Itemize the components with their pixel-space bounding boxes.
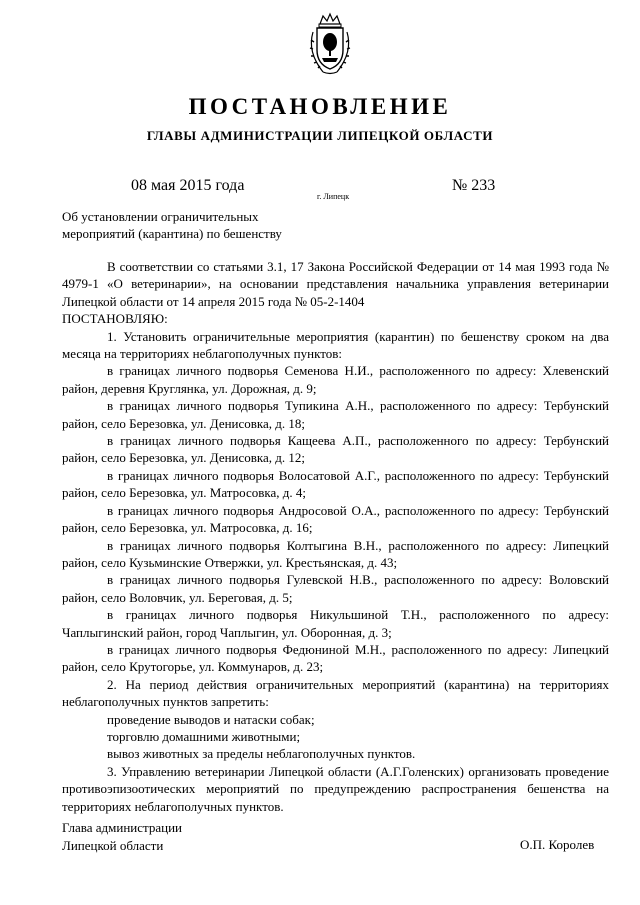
document-subject (62, 208, 282, 242)
coat-of-arms-emblem (303, 12, 357, 76)
location-item: в границах личного подворья Волосатовой А.Г., расположенного по адресу: Тербунский район, село Березовка, ул. Матросовка, д. 4; (62, 467, 609, 501)
prohibition-item: проведение выводов и натаски собак; (107, 711, 315, 727)
item-2-paragraph: 2. На период действия ограничительных мероприятий (карантина) на территориях неблагополучных пунктов запретить: (62, 676, 609, 710)
item-3-paragraph: 3. Управлению ветеринарии Липецкой области (А.Г.Голенских) организовать проведение противоэпизоотических мероприятий по предупреждению распространения бешенства на территориях неблагополучных пунктов. (62, 763, 609, 814)
issuer-title: ГЛАВЫ АДМИНИСТРАЦИИ ЛИПЕЦКОЙ ОБЛАСТИ (146, 128, 494, 143)
signatory-name: О.П. Королев (520, 837, 595, 852)
location-item: в границах личного подворья Федюниной М.Н., расположенного по адресу: Липецкий район, село Крутогорье, ул. Коммунаров, д. 23; (62, 641, 609, 675)
signatory-title (62, 819, 182, 855)
document-date: 08 мая 2015 года (131, 177, 245, 194)
signatory-title-line: Липецкой области (62, 838, 164, 853)
location-item: в границах личного подворья Андросовой О.А., расположенного по адресу: Тербунский район, село Березовка, ул. Матросовка, д. 16; (62, 502, 609, 536)
document-city: г. Липецк (317, 192, 350, 201)
item-1-paragraph: 1. Установить ограничительные мероприятия (карантин) по бешенству сроком на два месяца на территориях неблагополучных пунктов: (62, 328, 609, 362)
location-item: в границах личного подворья Никульшиной Т.Н., расположенного по адресу: Чаплыгинский район, город Чаплыгин, ул. Оборонная, д. 3; (62, 607, 609, 640)
preamble-paragraph: В соответствии со статьями 3.1, 17 Закона Российской Федерации от 14 мая 1993 года № 4979-1 «О ветеринарии», на основании представления начальника управления ветеринарии Липецкой области от 14 апреля 2015 года № 05-2-1404 (62, 259, 609, 309)
prohibition-item: торговлю домашними животными; (107, 728, 301, 744)
subject-line: мероприятий (карантина) по бешенству (62, 226, 282, 241)
resolve-statement: ПОСТАНОВЛЯЮ: (62, 311, 168, 327)
location-item: в границах личного подворья Гулевской Н.В., расположенного по адресу: Воловский район, село Воловчик, ул. Береговая, д. 5; (62, 572, 609, 605)
document-body (62, 258, 609, 815)
location-item: в границах личного подворья Тупикина А.Н., расположенного по адресу: Тербунский район, село Березовка, ул. Денисовка, д. 18; (62, 398, 609, 431)
prohibition-item: вывоз животных за пределы неблагополучных пунктов. (107, 746, 416, 762)
document-number: № 233 (452, 177, 496, 194)
document-type-title: ПОСТАНОВЛЕНИЕ (188, 94, 452, 119)
signatory-title-line: Глава администрации (62, 820, 183, 835)
location-item: в границах личного подворья Семенова Н.И., расположенного по адресу: Хлевенский район, деревня Круглянка, ул. Дорожная, д. 9; (62, 363, 609, 396)
subject-line: Об установлении ограничительных (62, 209, 259, 224)
location-item: в границах личного подворья Колтыгина В.Н., расположенного по адресу: Липецкий район, село Кузьминские Отвержки, ул. Крестьянская, д. 43; (62, 537, 609, 570)
location-item: в границах личного подворья Кащеева А.П., расположенного по адресу: Тербунский район, село Березовка, ул. Денисовка, д. 12; (62, 433, 609, 466)
